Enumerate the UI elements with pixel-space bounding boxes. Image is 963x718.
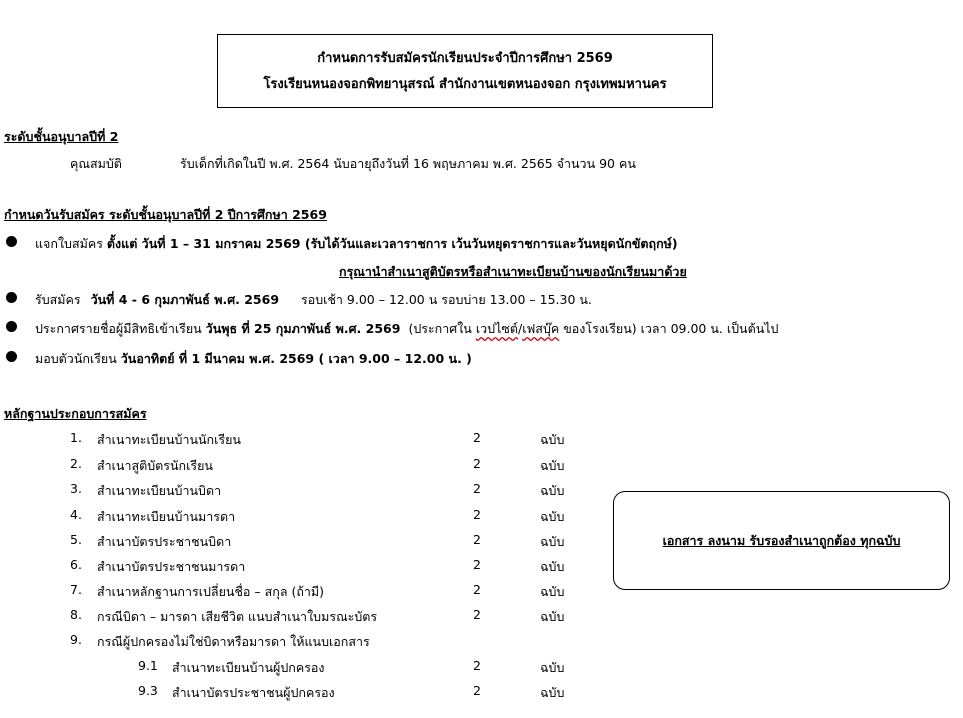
schedule-item-application: [35, 234, 678, 254]
announcement-where: (ประกาศใน: [408, 321, 472, 336]
schedule-note: กรุณานำสำเนาสูติบัตรหรือสำเนาทะเบียนบ้านของนักเรียนมาด้วย: [339, 264, 687, 279]
registration-dates: วันที่ 4 - 6 กุมภาพันธ์ พ.ศ. 2569: [90, 292, 280, 307]
certification-note-text: เอกสาร ลงนาม รับรองสำเนาถูกต้อง ทุกฉบับ: [662, 532, 901, 548]
qualification-text: รับเด็กที่เกิดในปี พ.ศ. 2564 นับอายุถึงวันที่ 16 พฤษภาคม พ.ศ. 2565 จำนวน 90 คน: [180, 156, 636, 171]
header-school: โรงเรียนหนองจอกพิทยานุสรณ์ สำนักงานเขตหนองจอก กรุงเทพมหานคร: [263, 77, 667, 92]
application-dates: ตั้งแต่ วันที่ 1 – 31 มกราคม 2569 (รับได้วันและเวลาราชการ เว้นวันหยุดราชการและวันหยุดนักขัตฤกษ์): [106, 236, 678, 251]
header-box: [217, 34, 713, 108]
certification-note-box: [613, 491, 950, 590]
registration-times: รอบเช้า 9.00 – 12.00 น รอบบ่าย 13.00 – 15.30 น.: [301, 292, 592, 307]
announcement-time: ของโรงเรียน) เวลา 09.00 น. เป็นต้นไป: [563, 321, 779, 336]
bullet-icon: [6, 321, 17, 332]
list-item: 9.1 สำเนาทะเบียนบ้านผู้ปกครอง 2 ฉบับ: [138, 658, 565, 675]
announcement-date: วันพุธ ที่ 25 กุมภาพันธ์ พ.ศ. 2569: [205, 321, 401, 336]
list-item: 1. สำเนาทะเบียนบ้านนักเรียน 2 ฉบับ: [70, 430, 565, 447]
level-heading: ระดับชั้นอนุบาลปีที่ 2: [4, 129, 119, 144]
schedule-item-registration: [35, 290, 592, 310]
list-item: 8. กรณีบิดา – มารดา เสียชีวิต แนบสำเนาใบมรณะบัตร 2 ฉบับ: [70, 607, 565, 624]
list-item: 2. สำเนาสูติบัตรนักเรียน 2 ฉบับ: [70, 456, 565, 473]
registration-label: รับสมัคร: [35, 292, 81, 307]
website-word: เวปไซต์: [475, 321, 518, 336]
schedule-item-announcement: [35, 319, 778, 339]
list-item: 3. สำเนาทะเบียนบ้านบิดา 2 ฉบับ: [70, 481, 565, 498]
schedule-item-enrollment: [35, 349, 472, 369]
enrollment-label: มอบตัวนักเรียน: [35, 351, 117, 366]
documents-heading: หลักฐานประกอบการสมัคร: [4, 406, 147, 421]
list-item: 7. สำเนาหลักฐานการเปลี่ยนชื่อ – สกุล (ถ้ามี) 2 ฉบับ: [70, 582, 565, 599]
qualification-label: คุณสมบัติ: [70, 156, 122, 171]
list-item: 9. กรณีผู้ปกครองไม่ใช่บิดาหรือมารดา ให้แนบเอกสาร: [70, 632, 370, 649]
bullet-icon: [6, 351, 17, 362]
schedule-heading: กำหนดวันรับสมัคร ระดับชั้นอนุบาลปีที่ 2 ปีการศึกษา 2569: [4, 207, 327, 222]
facebook-word: เฟสบุ๊ค: [522, 321, 560, 336]
application-label: แจกใบสมัคร: [35, 236, 103, 251]
announcement-label: ประกาศรายชื่อผู้มีสิทธิเข้าเรียน: [35, 321, 202, 336]
bullet-icon: [6, 236, 17, 247]
bullet-icon: [6, 292, 17, 303]
list-item: 9.3 สำเนาบัตรประชาชนผู้ปกครอง 2 ฉบับ: [138, 683, 565, 700]
list-item: 5. สำเนาบัตรประชาชนบิดา 2 ฉบับ: [70, 532, 565, 549]
list-item: 6. สำเนาบัตรประชาชนมารดา 2 ฉบับ: [70, 557, 565, 574]
list-item: 4. สำเนาทะเบียนบ้านมารดา 2 ฉบับ: [70, 507, 565, 524]
slash: /: [517, 321, 523, 336]
header-title: กำหนดการรับสมัครนักเรียนประจำปีการศึกษา 2569: [317, 51, 613, 66]
enrollment-date: วันอาทิตย์ ที่ 1 มีนาคม พ.ศ. 2569 ( เวลา 9.00 – 12.00 น. ): [120, 351, 472, 366]
